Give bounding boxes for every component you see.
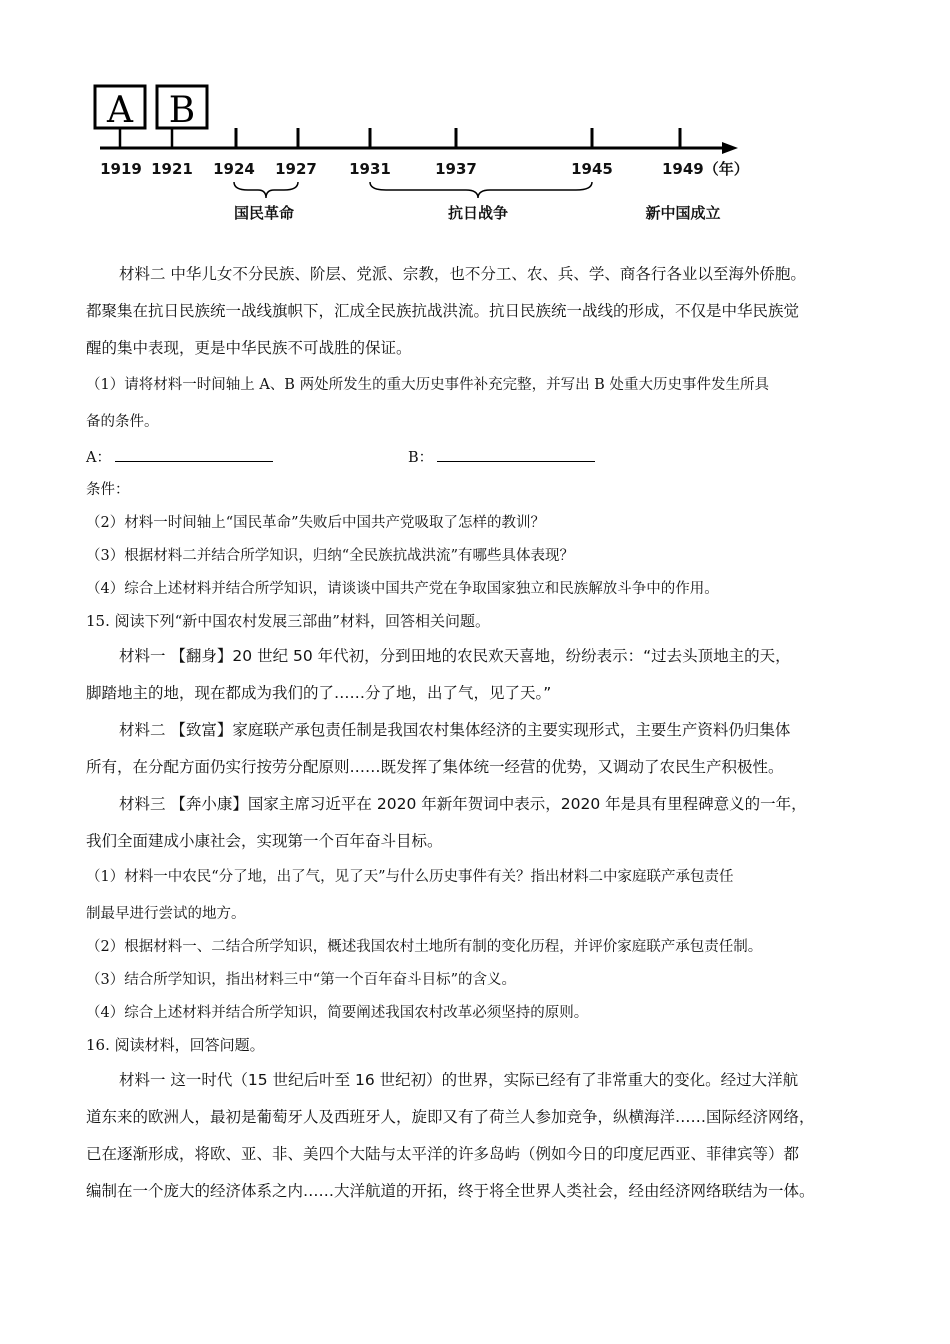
timeline-ticks <box>236 128 680 148</box>
q16-material1-line: 道东来的欧洲人，最初是葡萄牙人及西班牙人，旋即又有了荷兰人参加竞争，纵横海洋……国际经济网络， <box>86 1108 815 1126</box>
brace-guomin <box>234 182 298 198</box>
q14-sub3: （3）根据材料二并结合所学知识，归纳“全民族抗战洪流”有哪些具体表现？ <box>86 548 575 564</box>
blank-b-label: B： <box>408 450 434 466</box>
q14-sub2: （2）材料一时间轴上“国民革命”失败后中国共产党吸取了怎样的教训？ <box>86 515 546 531</box>
q14-sub4: （4）综合上述材料并结合所学知识，请谈谈中国共产党在争取国家独立和民族解放斗争中的作用。 <box>86 581 719 597</box>
q14-material2-line: 材料二 中华儿女不分民族、阶层、党派、宗教，也不分工、农、兵、学、商各行各业以至海外侨胞。 <box>119 265 806 283</box>
year-label: 1945 <box>571 160 613 178</box>
q15-sub2: （2）根据材料一、二结合所学知识，概述我国农村土地所有制的变化历程，并评价家庭联产承包责任制。 <box>86 939 763 955</box>
q14-condition-label: 条件： <box>86 482 130 498</box>
period-guomin-label: 国民革命 <box>233 204 295 222</box>
q15-material1-line: 材料一 【翻身】20 世纪 50 年代初，分到田地的农民欢天喜地，纷纷表示：“过去头顶地主的天， <box>119 647 791 665</box>
box-a-letter: A <box>107 90 133 131</box>
year-label: 1931 <box>349 160 391 178</box>
blank-a-label: A： <box>86 450 111 466</box>
q15-sub1-line: 制最早进行尝试的地方。 <box>86 906 246 922</box>
brace-kangri <box>370 182 592 198</box>
timeline-diagram <box>0 0 950 250</box>
q15-material3-line: 我们全面建成小康社会，实现第一个百年奋斗目标。 <box>86 832 443 850</box>
box-b-letter: B <box>168 90 196 131</box>
q16-title: 16. 阅读材料，回答问题。 <box>86 1036 265 1054</box>
q14-sub1-line: （1）请将材料一时间轴上 A、B 两处所发生的重大历史事件补充完整，并写出 B 处重大历史事件发生所具 <box>86 377 769 393</box>
year-label: 1949（年） <box>662 160 749 178</box>
year-label: 1924 <box>213 160 255 178</box>
q16-material1-line: 材料一 这一时代（15 世纪后叶至 16 世纪初）的世界，实际已经有了非常重大的变化。经过大洋航 <box>119 1071 799 1089</box>
year-label: 1919 <box>100 160 142 178</box>
axis-arrow <box>722 142 738 154</box>
q16-material1-line: 已在逐渐形成，将欧、亚、非、美四个大陆与太平洋的许多岛屿（例如今日的印度尼西亚、菲律宾等）都 <box>86 1145 800 1163</box>
year-label: 1937 <box>435 160 477 178</box>
period-kangri-label: 抗日战争 <box>447 204 509 222</box>
q15-material2-line: 所有，在分配方面仍实行按劳分配原则……既发挥了集体统一经营的优势，又调动了农民生产积极性。 <box>86 758 784 776</box>
q16-material1-line: 编制在一个庞大的经济体系之内……大洋航道的开拓，终于将全世界人类社会，经由经济网络联结为一体。 <box>86 1182 815 1200</box>
q15-material2-line: 材料二 【致富】家庭联产承包责任制是我国农村集体经济的主要实现形式，主要生产资料仍归集体 <box>119 721 791 739</box>
q14-material2-line: 都聚集在抗日民族统一战线旗帜下，汇成全民族抗战洪流。抗日民族统一战线的形成，不仅是中华民族觉 <box>86 302 800 320</box>
q15-sub4: （4）综合上述材料并结合所学知识，简要阐述我国农村改革必须坚持的原则。 <box>86 1005 589 1021</box>
q15-material3-line: 材料三 【奔小康】国家主席习近平在 2020 年新年贺词中表示，2020 年是具有里程碑意义的一年， <box>119 795 807 813</box>
q14-answer-blanks <box>86 446 586 467</box>
blank-a-line[interactable] <box>115 447 273 462</box>
q14-material2-line: 醒的集中表现，更是中华民族不可战胜的保证。 <box>86 339 412 357</box>
event-xinzhongguo-label: 新中国成立 <box>645 204 721 222</box>
blank-b-line[interactable] <box>437 447 595 462</box>
q15-material1-line: 脚踏地主的地，现在都成为我们的了……分了地，出了气，见了天。” <box>86 684 552 702</box>
q15-title: 15. 阅读下列“新中国农村发展三部曲”材料，回答相关问题。 <box>86 612 490 630</box>
q15-sub1-line: （1）材料一中农民“分了地，出了气，见了天”与什么历史事件有关？指出材料二中家庭联产承包责任 <box>86 869 734 885</box>
year-label: 1921 <box>151 160 193 178</box>
q15-sub3: （3）结合所学知识，指出材料三中“第一个百年奋斗目标”的含义。 <box>86 972 517 988</box>
q14-sub1-line: 备的条件。 <box>86 414 159 430</box>
year-label: 1927 <box>275 160 317 178</box>
